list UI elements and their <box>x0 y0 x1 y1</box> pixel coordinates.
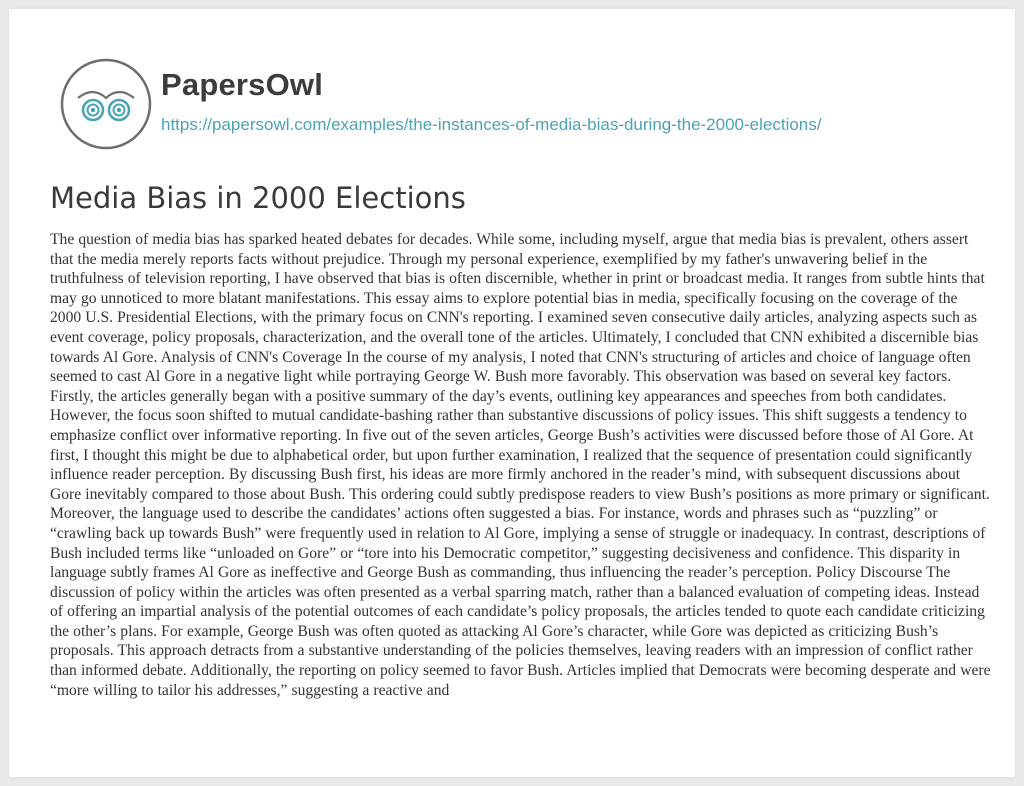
owl-eyes-icon <box>60 58 152 150</box>
page-title: Media Bias in 2000 Elections <box>50 181 466 215</box>
brand-name: PapersOwl <box>161 67 324 102</box>
document-page <box>9 9 1015 777</box>
source-url-link[interactable]: https://papersowl.com/examples/the-instances-of-media-bias-during-the-2000-elections/ <box>161 115 822 134</box>
essay-body-text: The question of media bias has sparked heated debates for decades. While some, including myself, argue that media bias is prevalent, others assert that the media merely reports facts without prejudice. Through my personal experience, exemplified by my father's unwavering belief in the truthfulness of television reporting, I have observed that bias is often discernible, whether in print or broadcast media. It ranges from subtle hints that may go unnoticed to more blatant manifestations. This essay aims to explore potential bias in media, specifically focusing on the coverage of the 2000 U.S. Presidential Elections, with the primary focus on CNN's reporting. I examined seven consecutive daily articles, analyzing aspects such as event coverage, policy proposals, characterization, and the overall tone of the articles. Ultimately, I concluded that CNN exhibited a discernible bias towards Al Gore. Analysis of CNN's Coverage In the course of my analysis, I noted that CNN's structuring of articles and choice of language often seemed to cast Al Gore in a negative light while portraying George W. Bush more favorably. This observation was based on several key factors. Firstly, the articles generally began with a positive summary of the day’s events, outlining key appearances and speeches from both candidates. However, the focus soon shifted to mutual candidate-bashing rather than substantive discussions of policy issues. This shift suggests a tendency to emphasize conflict over informative reporting. In five out of the seven articles, George Bush’s activities were discussed before those of Al Gore. At first, I thought this might be due to alphabetical order, but upon further examination, I realized that the sequence of presentation could significantly influence reader perception. By discussing Bush first, his ideas are more firmly anchored in the reader’s mind, with subsequent discussions about Gore inevitably compared to those about Bush. This ordering could subtly predispose readers to view Bush’s positions as more primary or significant. Moreover, the language used to describe the candidates’ actions often suggested a bias. For instance, words and phrases such as “puzzling” or “crawling back up towards Bush” were frequently used in relation to Al Gore, implying a sense of struggle or inadequacy. In contrast, descriptions of Bush included terms like “unloaded on Gore” or “tore into his Democratic competitor,” suggesting decisiveness and confidence. This disparity in language subtly frames Al Gore as ineffective and George Bush as commanding, thus influencing the reader’s perception. Policy Discourse The discussion of policy within the articles was often presented as a verbal sparring match, rather than a balanced evaluation of competing ideas. Instead of offering an impartial analysis of the potential outcomes of each candidate’s policy proposals, the articles tended to quote each candidate criticizing the other’s plans. For example, George Bush was often quoted as attacking Al Gore’s character, while Gore was depicted as criticizing Bush’s proposals. This approach detracts from a substantive understanding of the policies themselves, leaving readers with an impression of conflict rather than informed debate. Additionally, the reporting on policy seemed to favor Bush. Articles implied that Democrats were becoming desperate and were “more willing to tailor his addresses,” suggesting a reactive and <box>50 231 991 699</box>
